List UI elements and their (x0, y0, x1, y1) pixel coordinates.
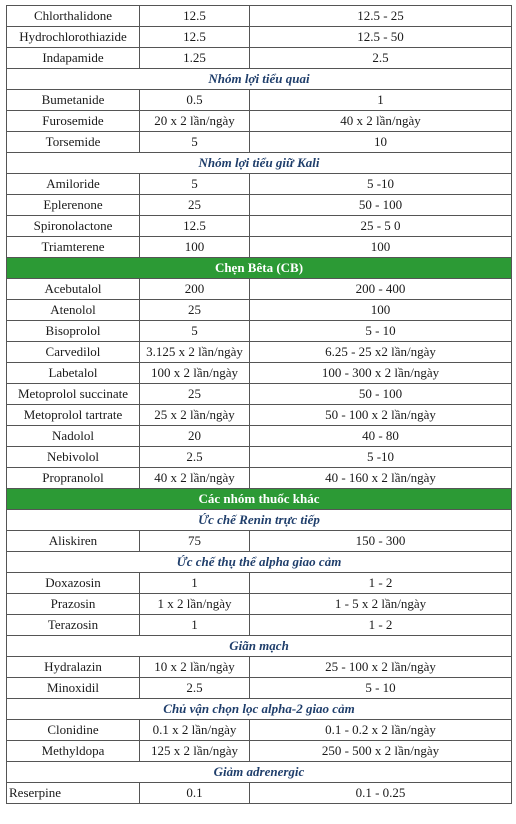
drug-group-header (7, 258, 512, 279)
drug-row (7, 426, 512, 447)
drug-subgroup-header (7, 153, 512, 174)
drug-row (7, 594, 512, 615)
drug-name-cell: Terazosin (7, 615, 140, 636)
drug-subgroup-header (7, 636, 512, 657)
dose-range-cell: 1 (250, 90, 512, 111)
drug-row (7, 531, 512, 552)
initial-dose-cell: 12.5 (140, 6, 250, 27)
drug-subgroup-header (7, 69, 512, 90)
initial-dose-cell: 12.5 (140, 27, 250, 48)
drug-row (7, 783, 512, 804)
group-title: Chẹn Bêta (CB) (7, 258, 512, 279)
initial-dose-cell: 2.5 (140, 678, 250, 699)
drug-subgroup-header (7, 552, 512, 573)
drug-name-cell: Propranolol (7, 468, 140, 489)
group-title: Các nhóm thuốc khác (7, 489, 512, 510)
drug-row (7, 216, 512, 237)
drug-name-cell: Chlorthalidone (7, 6, 140, 27)
dose-range-cell: 1 - 2 (250, 615, 512, 636)
drug-row (7, 279, 512, 300)
drug-name-cell: Reserpine (7, 783, 140, 804)
drug-name-cell: Acebutalol (7, 279, 140, 300)
drug-name-cell: Doxazosin (7, 573, 140, 594)
initial-dose-cell: 25 x 2 lần/ngày (140, 405, 250, 426)
drug-row (7, 195, 512, 216)
initial-dose-cell: 40 x 2 lần/ngày (140, 468, 250, 489)
drug-name-cell: Furosemide (7, 111, 140, 132)
dose-range-cell: 1 - 2 (250, 573, 512, 594)
drug-name-cell: Eplerenone (7, 195, 140, 216)
initial-dose-cell: 20 (140, 426, 250, 447)
subgroup-title: Ức chế thụ thể alpha giao cảm (7, 552, 512, 573)
subgroup-title: Ức chế Renin trực tiếp (7, 510, 512, 531)
drug-row (7, 363, 512, 384)
initial-dose-cell: 200 (140, 279, 250, 300)
drug-name-cell: Prazosin (7, 594, 140, 615)
initial-dose-cell: 1.25 (140, 48, 250, 69)
initial-dose-cell: 25 (140, 384, 250, 405)
drug-name-cell: Amiloride (7, 174, 140, 195)
dose-range-cell: 10 (250, 132, 512, 153)
drug-subgroup-header (7, 510, 512, 531)
dose-range-cell: 40 x 2 lần/ngày (250, 111, 512, 132)
drug-name-cell: Triamterene (7, 237, 140, 258)
drug-row (7, 447, 512, 468)
drug-row (7, 300, 512, 321)
dose-range-cell: 50 - 100 (250, 384, 512, 405)
drug-name-cell: Spironolactone (7, 216, 140, 237)
dose-range-cell: 40 - 160 x 2 lần/ngày (250, 468, 512, 489)
drug-subgroup-header (7, 762, 512, 783)
drug-row (7, 405, 512, 426)
drug-row (7, 174, 512, 195)
initial-dose-cell: 3.125 x 2 lần/ngày (140, 342, 250, 363)
dose-range-cell: 25 - 100 x 2 lần/ngày (250, 657, 512, 678)
dose-range-cell: 250 - 500 x 2 lần/ngày (250, 741, 512, 762)
drug-row (7, 720, 512, 741)
drug-name-cell: Nebivolol (7, 447, 140, 468)
initial-dose-cell: 2.5 (140, 447, 250, 468)
initial-dose-cell: 1 (140, 573, 250, 594)
dose-range-cell: 50 - 100 x 2 lần/ngày (250, 405, 512, 426)
dose-range-cell: 200 - 400 (250, 279, 512, 300)
initial-dose-cell: 100 (140, 237, 250, 258)
dose-range-cell: 6.25 - 25 x2 lần/ngày (250, 342, 512, 363)
drug-subgroup-header (7, 699, 512, 720)
drug-name-cell: Atenolol (7, 300, 140, 321)
dose-range-cell: 5 -10 (250, 174, 512, 195)
drug-row (7, 237, 512, 258)
dosage-table (6, 5, 512, 804)
dose-range-cell: 12.5 - 50 (250, 27, 512, 48)
dose-range-cell: 1 - 5 x 2 lần/ngày (250, 594, 512, 615)
drug-name-cell: Clonidine (7, 720, 140, 741)
drug-row (7, 132, 512, 153)
dose-range-cell: 100 - 300 x 2 lần/ngày (250, 363, 512, 384)
subgroup-title: Chủ vận chọn lọc alpha-2 giao cảm (7, 699, 512, 720)
dose-range-cell: 0.1 - 0.2 x 2 lần/ngày (250, 720, 512, 741)
drug-name-cell: Bumetanide (7, 90, 140, 111)
subgroup-title: Nhóm lợi tiểu giữ Kali (7, 153, 512, 174)
drug-row (7, 48, 512, 69)
drug-name-cell: Metoprolol tartrate (7, 405, 140, 426)
initial-dose-cell: 25 (140, 300, 250, 321)
drug-name-cell: Indapamide (7, 48, 140, 69)
dose-range-cell: 50 - 100 (250, 195, 512, 216)
initial-dose-cell: 100 x 2 lần/ngày (140, 363, 250, 384)
initial-dose-cell: 20 x 2 lần/ngày (140, 111, 250, 132)
drug-row (7, 573, 512, 594)
dose-range-cell: 5 - 10 (250, 678, 512, 699)
drug-group-header (7, 489, 512, 510)
initial-dose-cell: 75 (140, 531, 250, 552)
drug-row (7, 90, 512, 111)
drug-name-cell: Carvedilol (7, 342, 140, 363)
drug-row (7, 111, 512, 132)
initial-dose-cell: 12.5 (140, 216, 250, 237)
subgroup-title: Giãn mạch (7, 636, 512, 657)
drug-name-cell: Hydrochlorothiazide (7, 27, 140, 48)
drug-row (7, 657, 512, 678)
dose-range-cell: 150 - 300 (250, 531, 512, 552)
dose-range-cell: 100 (250, 237, 512, 258)
subgroup-title: Giảm adrenergic (7, 762, 512, 783)
initial-dose-cell: 25 (140, 195, 250, 216)
dose-range-cell: 5 - 10 (250, 321, 512, 342)
subgroup-title: Nhóm lợi tiểu quai (7, 69, 512, 90)
initial-dose-cell: 1 x 2 lần/ngày (140, 594, 250, 615)
dose-range-cell: 100 (250, 300, 512, 321)
drug-name-cell: Torsemide (7, 132, 140, 153)
initial-dose-cell: 0.1 x 2 lần/ngày (140, 720, 250, 741)
dose-range-cell: 5 -10 (250, 447, 512, 468)
initial-dose-cell: 0.1 (140, 783, 250, 804)
dose-range-cell: 0.1 - 0.25 (250, 783, 512, 804)
drug-name-cell: Methyldopa (7, 741, 140, 762)
dose-range-cell: 2.5 (250, 48, 512, 69)
initial-dose-cell: 0.5 (140, 90, 250, 111)
drug-name-cell: Hydralazin (7, 657, 140, 678)
dosage-table-body (7, 6, 512, 804)
drug-name-cell: Bisoprolol (7, 321, 140, 342)
dose-range-cell: 25 - 5 0 (250, 216, 512, 237)
initial-dose-cell: 1 (140, 615, 250, 636)
drug-name-cell: Metoprolol succinate (7, 384, 140, 405)
drug-name-cell: Aliskiren (7, 531, 140, 552)
drug-row (7, 6, 512, 27)
drug-name-cell: Labetalol (7, 363, 140, 384)
dose-range-cell: 40 - 80 (250, 426, 512, 447)
initial-dose-cell: 125 x 2 lần/ngày (140, 741, 250, 762)
drug-row (7, 27, 512, 48)
drug-row (7, 741, 512, 762)
drug-row (7, 342, 512, 363)
drug-name-cell: Nadolol (7, 426, 140, 447)
dose-range-cell: 12.5 - 25 (250, 6, 512, 27)
drug-row (7, 321, 512, 342)
drug-row (7, 678, 512, 699)
initial-dose-cell: 5 (140, 174, 250, 195)
initial-dose-cell: 5 (140, 132, 250, 153)
drug-row (7, 468, 512, 489)
drug-name-cell: Minoxidil (7, 678, 140, 699)
drug-row (7, 384, 512, 405)
initial-dose-cell: 10 x 2 lần/ngày (140, 657, 250, 678)
drug-row (7, 615, 512, 636)
initial-dose-cell: 5 (140, 321, 250, 342)
